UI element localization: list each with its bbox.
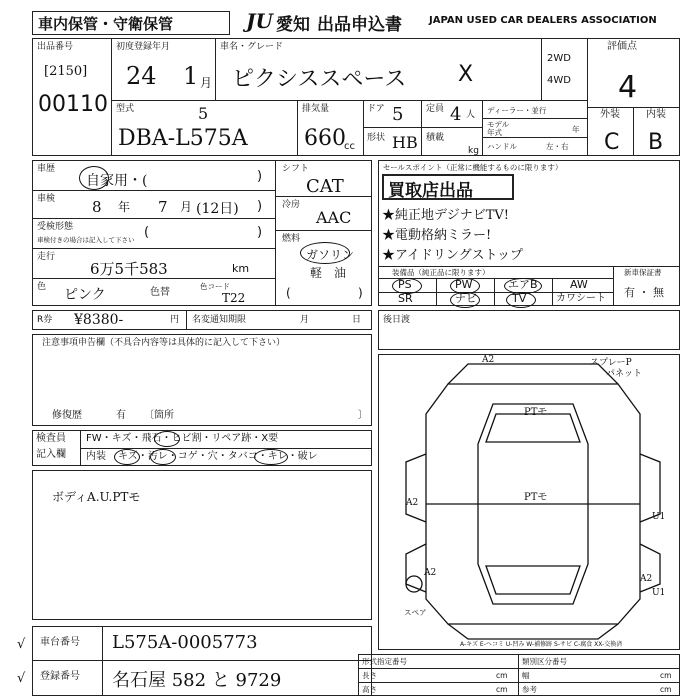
warranty-label: 新車保証書 bbox=[624, 268, 662, 277]
shape-value: HB bbox=[392, 133, 418, 152]
form-no-label: 形式指定番号 bbox=[362, 657, 407, 666]
capacity-unit: 人 bbox=[466, 110, 476, 120]
equip-aw: AW bbox=[570, 278, 588, 291]
capacity-label: 定員 bbox=[426, 104, 445, 114]
storage-label: 車内保管・守衛保管 bbox=[38, 15, 174, 33]
first-reg-month-unit: 月 bbox=[200, 76, 213, 90]
history-label: 車歴 bbox=[37, 164, 56, 174]
rear-bumper bbox=[448, 624, 618, 639]
cm-unit-1: cm bbox=[496, 671, 508, 680]
history-value: 自家用・( bbox=[86, 173, 148, 189]
drive-2wd: 2WD bbox=[547, 53, 571, 64]
color-code-label: 色コード bbox=[200, 282, 230, 291]
load-unit: kg bbox=[468, 146, 479, 156]
repair-value: 有 bbox=[116, 410, 126, 421]
lot-label: 出品番号 bbox=[37, 42, 74, 52]
year-unit: 年 bbox=[572, 125, 580, 134]
ac-value: AAC bbox=[316, 208, 352, 227]
name-grade-label: 車名・グレード bbox=[220, 42, 284, 52]
chassis-label: 車台番号 bbox=[40, 637, 80, 648]
ref-label: 参考 bbox=[522, 685, 537, 694]
mark-a2-br: A2 bbox=[640, 574, 653, 584]
receipt-paren: ( bbox=[144, 225, 150, 240]
cig-circle bbox=[254, 449, 288, 465]
repair-close: 〕 bbox=[358, 410, 368, 421]
mileage-unit: km bbox=[232, 262, 250, 275]
equip-navi: ナビ bbox=[455, 292, 477, 305]
rear-window bbox=[486, 566, 580, 594]
diagram-legend: A-キズ E-ヘコミ U-凹み W-補修跡 S-サビ C-腐食 XX-交換済 bbox=[460, 641, 623, 648]
first-reg-year: 24 bbox=[126, 62, 157, 90]
form-title: 出品申込書 bbox=[317, 15, 402, 35]
inspection-year: 8 bbox=[92, 198, 102, 216]
mark-a2-top: A2 bbox=[482, 355, 495, 365]
class-no-label: 類別区分番号 bbox=[522, 657, 567, 666]
selling-line1: ★純正地デジナビTV! bbox=[382, 208, 510, 223]
width-label: 幅 bbox=[522, 671, 530, 680]
history-circle bbox=[79, 166, 109, 190]
doors-value: 5 bbox=[392, 104, 404, 125]
stone-circle bbox=[154, 431, 180, 447]
reg-value: 名石屋 582 と 9729 bbox=[112, 670, 282, 691]
car-name: ピクシススペース bbox=[232, 67, 407, 92]
mark-u1-br: U1 bbox=[652, 588, 666, 598]
doors-label: ドア bbox=[367, 104, 385, 114]
inspection-label: 車検 bbox=[37, 194, 56, 204]
mark-pt-roof: PTモ bbox=[524, 407, 548, 418]
lot-number: 00110 bbox=[38, 92, 108, 117]
mileage-value: 6万5千583 bbox=[90, 260, 168, 278]
mileage-label: 走行 bbox=[37, 252, 56, 262]
stamp-text: 買取店出品 bbox=[388, 181, 473, 201]
name-change-label: 名変通知期限 bbox=[192, 315, 247, 325]
interior-row-label: 内装 bbox=[86, 451, 106, 462]
association-name: JAPAN USED CAR DEALERS ASSOCIATION bbox=[429, 15, 657, 26]
later-label: 後日渡 bbox=[383, 315, 411, 325]
displacement-unit: cc bbox=[344, 141, 355, 152]
equip-tv: TV bbox=[512, 292, 527, 305]
right-bottom-side bbox=[640, 544, 660, 592]
left-mirror bbox=[406, 454, 426, 522]
receipt-label: 受検形態 bbox=[37, 222, 74, 232]
shift-label: シフト bbox=[282, 164, 310, 174]
fw-row: FW・キズ・飛石・ヒビ割・リペア跡・X要 bbox=[86, 433, 279, 444]
ac-label: 冷房 bbox=[282, 200, 301, 210]
left-bottom-side bbox=[406, 544, 426, 592]
score-value: 4 bbox=[618, 70, 638, 105]
length-label: 長さ bbox=[362, 671, 377, 680]
notes-label: 注意事項申告欄（不具合内容等は具体的に記入して下さい） bbox=[42, 338, 286, 348]
equipment-label: 装備品（純正品に限ります） bbox=[392, 268, 490, 277]
interior-score: B bbox=[648, 130, 664, 155]
equip-airbag: エアB bbox=[508, 278, 538, 291]
ticket-label: R券 bbox=[37, 315, 53, 325]
check-mark-2: √ bbox=[17, 671, 26, 686]
mark-pt-back: PTモ bbox=[524, 492, 548, 503]
inspector-label: 検査員 bbox=[36, 433, 66, 444]
repair-location: 〔箇所 bbox=[144, 410, 174, 421]
selling-label: セールスポイント（正常に機能するものに限ります） bbox=[383, 163, 563, 172]
equip-ps: PS bbox=[398, 278, 412, 291]
cm-unit-3: cm bbox=[496, 685, 508, 694]
later-frame bbox=[378, 310, 680, 350]
color-code-value: T22 bbox=[222, 291, 246, 305]
inspection-month-unit: 月 bbox=[180, 200, 193, 214]
load-label: 積載 bbox=[426, 133, 445, 143]
inspection-year-unit: 年 bbox=[118, 200, 131, 214]
mark-a2-left: A2 bbox=[406, 498, 419, 508]
equip-sr: SR bbox=[398, 292, 413, 305]
fuel-paren: ( bbox=[286, 286, 291, 300]
check-mark-1: √ bbox=[17, 637, 26, 652]
inspection-day: (12日) bbox=[196, 201, 239, 217]
spare-label: スペア bbox=[404, 608, 427, 617]
model-top: 5 bbox=[198, 104, 209, 123]
dealer-label: ディーラー・並行 bbox=[487, 106, 547, 115]
fuel-diesel: 軽 油 bbox=[310, 266, 347, 280]
handle-options: 左・右 bbox=[546, 142, 569, 151]
exterior-label: 外装 bbox=[600, 109, 620, 120]
ps-circle bbox=[392, 278, 422, 294]
mark-a2-bottom: A2 bbox=[424, 568, 437, 578]
lot-sub: [2150] bbox=[44, 64, 88, 79]
model-year-label2: 年式 bbox=[487, 128, 502, 137]
logo-region: 愛知 bbox=[276, 15, 310, 35]
cm-unit-2: cm bbox=[660, 671, 672, 680]
tv-circle bbox=[506, 292, 536, 308]
front-window bbox=[486, 414, 580, 442]
fuel-close: ) bbox=[358, 286, 363, 300]
handle-label: ハンドル bbox=[487, 142, 517, 151]
model-year-label: モデル bbox=[487, 120, 510, 129]
receipt-sub: 車検付きの場合は記入して下さい bbox=[37, 236, 135, 244]
drive-4wd: 4WD bbox=[547, 75, 571, 86]
receipt-close: ) bbox=[257, 225, 263, 240]
model-value: DBA-L575A bbox=[118, 126, 248, 151]
mark-u1-right: U1 bbox=[652, 512, 666, 522]
color-change-label: 色替 bbox=[150, 287, 170, 298]
shape-label: 形状 bbox=[367, 133, 386, 143]
equip-pw: PW bbox=[455, 278, 473, 291]
car-grade: X bbox=[458, 62, 474, 87]
displacement-value: 660 bbox=[304, 126, 346, 151]
warranty-options: 有 ・ 無 bbox=[624, 286, 664, 299]
fuel-circle bbox=[300, 242, 350, 264]
capacity-value: 4 bbox=[450, 104, 462, 125]
month-unit: 月 bbox=[300, 315, 310, 325]
interior-label: 内装 bbox=[646, 109, 666, 120]
first-reg-label: 初度登録年月 bbox=[116, 42, 171, 52]
inspection-month: 7 bbox=[158, 198, 168, 216]
spare-tire bbox=[406, 576, 422, 592]
selling-line3: ★アイドリングストップ bbox=[382, 248, 524, 263]
inspector-label2: 記入欄 bbox=[36, 449, 66, 460]
fuel-gas: ガソリン bbox=[306, 248, 355, 262]
mark-bonnet: パネット bbox=[606, 369, 643, 379]
history-close: ) bbox=[257, 169, 263, 184]
ticket-unit: 円 bbox=[170, 315, 180, 325]
fuel-label: 燃料 bbox=[282, 234, 301, 244]
inspection-close: ) bbox=[257, 199, 263, 214]
day-unit: 日 bbox=[352, 315, 362, 325]
stain-circle bbox=[150, 449, 176, 465]
reg-label: 登録番号 bbox=[40, 671, 80, 682]
height-label: 高さ bbox=[362, 685, 377, 694]
chassis-value: L575A-0005773 bbox=[112, 632, 258, 653]
scratch-circle bbox=[114, 449, 140, 465]
ju-logo: JU bbox=[246, 9, 273, 33]
color-value: ピンク bbox=[64, 287, 106, 303]
shift-value: CAT bbox=[306, 176, 344, 197]
exterior-score: C bbox=[604, 130, 620, 155]
navi-circle bbox=[450, 292, 480, 308]
color-label: 色 bbox=[37, 282, 47, 292]
cm-unit-4: cm bbox=[660, 685, 672, 694]
mark-spray: スプレーP bbox=[590, 358, 632, 368]
score-label: 評価点 bbox=[607, 41, 637, 52]
equip-seat: カワシート bbox=[556, 293, 606, 304]
selling-line2: ★電動格納ミラー! bbox=[382, 228, 492, 243]
ticket-value: ¥8380- bbox=[74, 312, 124, 328]
first-reg-month: 1 bbox=[183, 62, 199, 90]
model-label: 型式 bbox=[116, 104, 135, 114]
displacement-label: 排気量 bbox=[302, 104, 330, 114]
repair-label: 修復歴 bbox=[52, 410, 82, 421]
interior-row: キズ・汚レ・コゲ・穴・タバコ・キレ・破レ bbox=[118, 451, 318, 462]
remarks-text: ボディA.U.PTモ bbox=[52, 490, 141, 504]
